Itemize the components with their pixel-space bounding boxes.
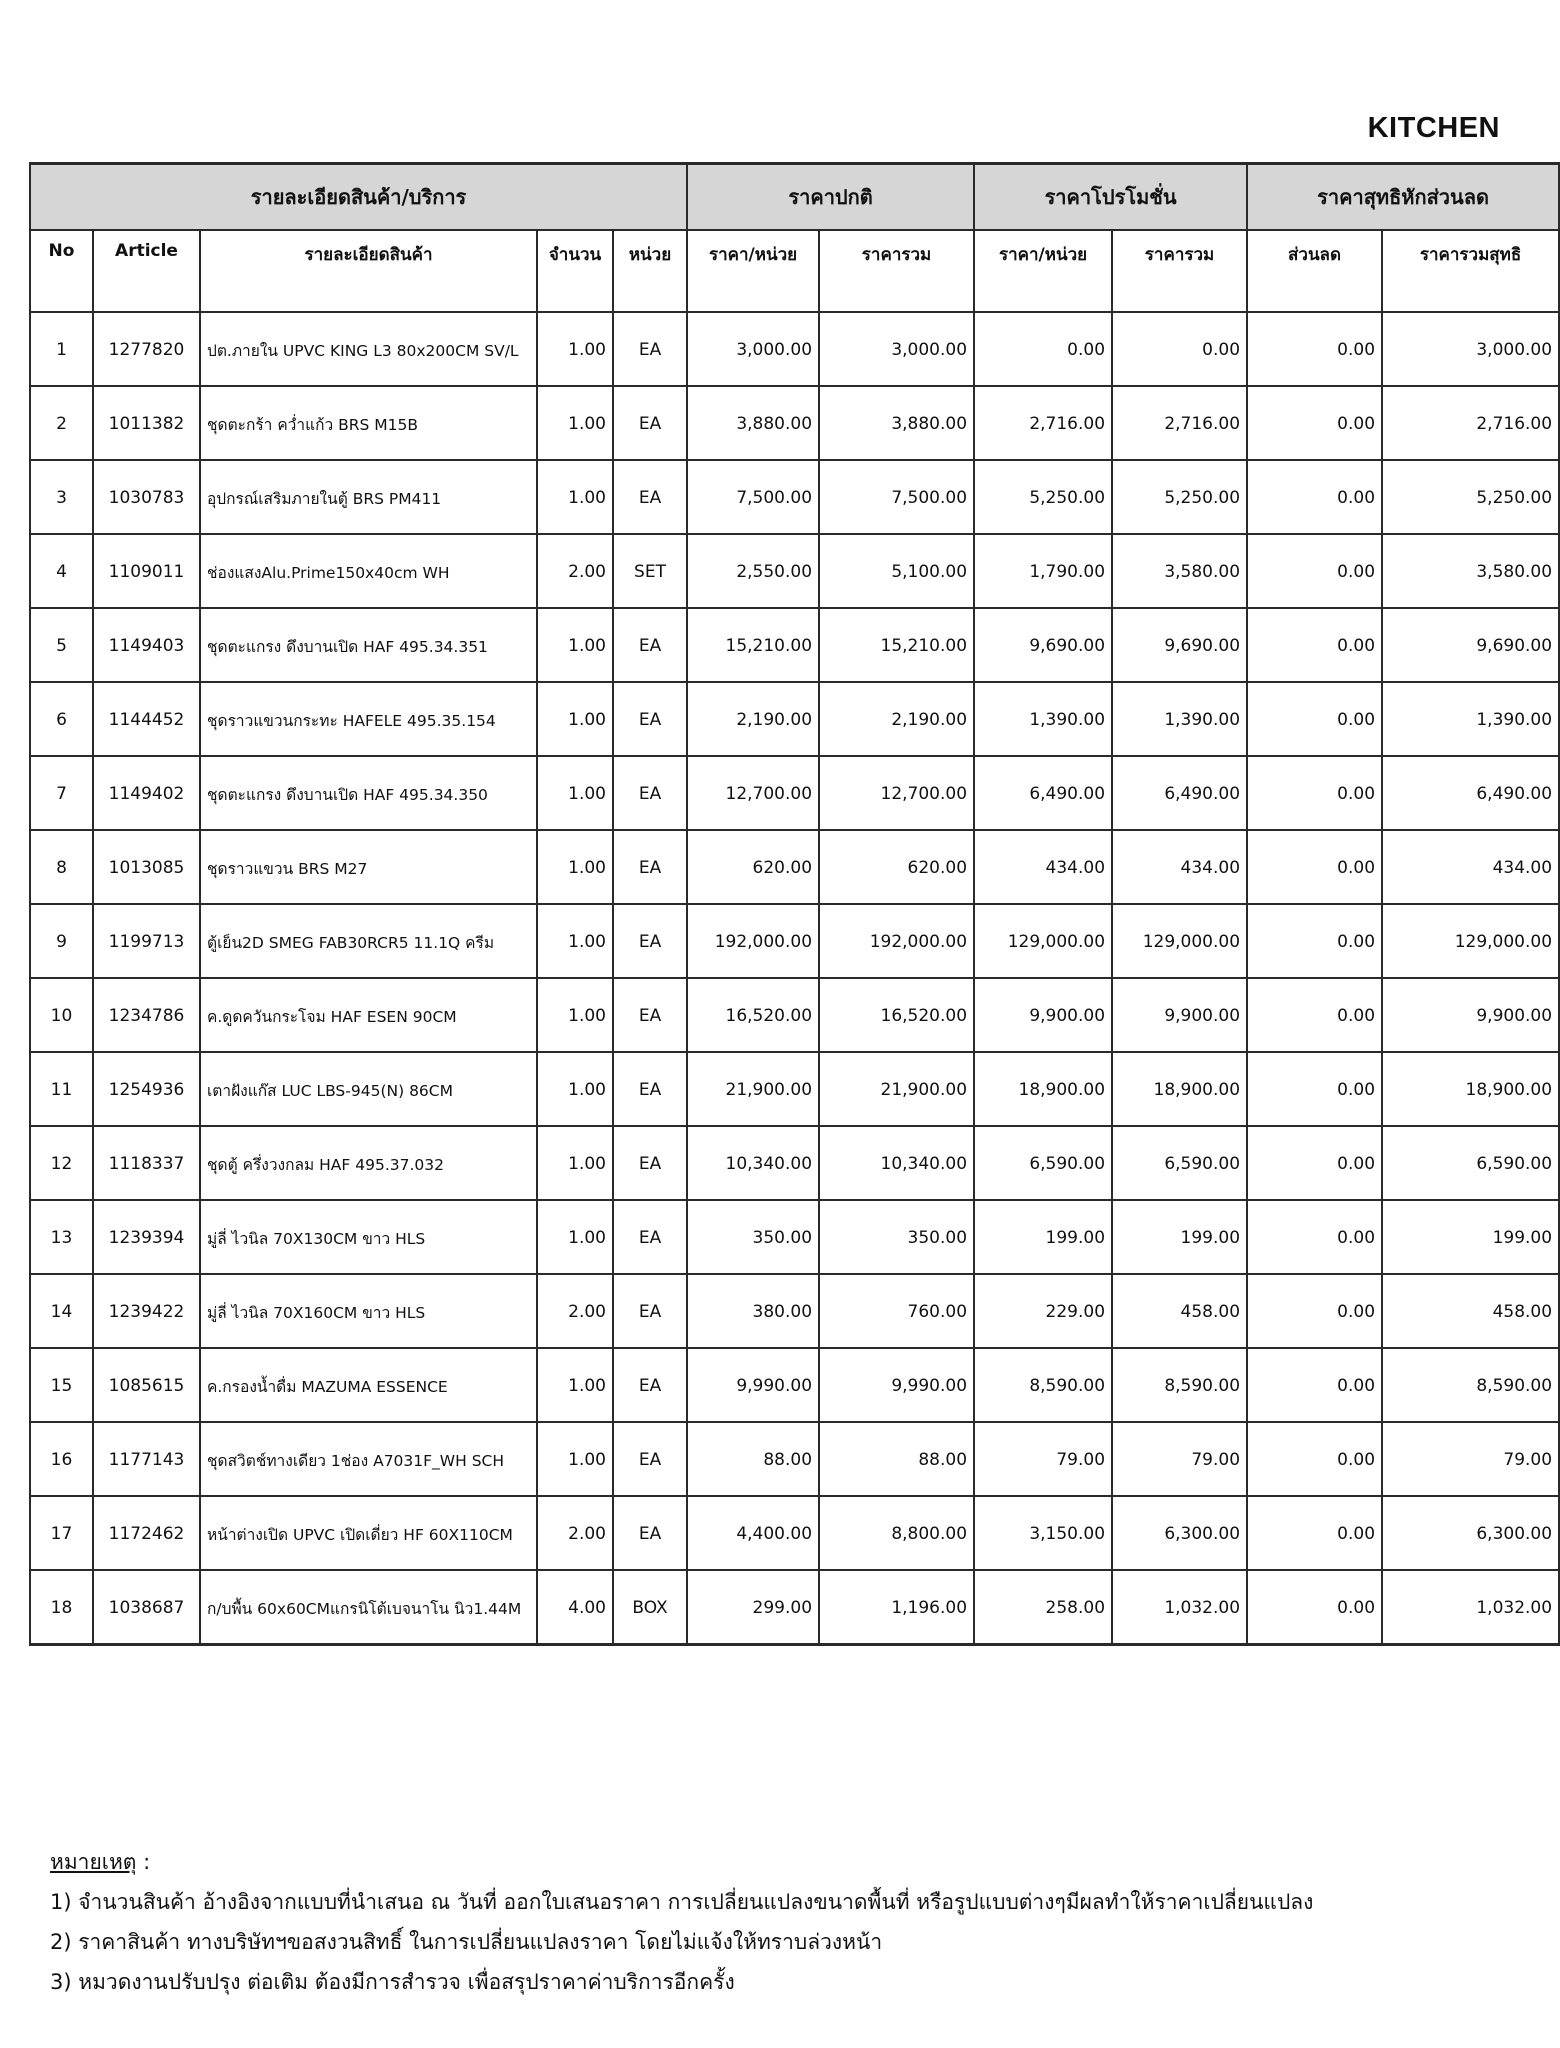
col-discount-cell: 0.00 <box>1247 1422 1382 1496</box>
col-description-cell: ชุดราวแขวนกระทะ HAFELE 495.35.154 <box>200 682 537 756</box>
col-no-cell: 15 <box>30 1348 93 1422</box>
col-quantity-cell: 2.00 <box>537 534 613 608</box>
col-net-total-cell: 18,900.00 <box>1382 1052 1559 1126</box>
col-normal-unit-price-cell: 9,990.00 <box>687 1348 819 1422</box>
col-quantity-cell: 1.00 <box>537 756 613 830</box>
col-discount-cell: 0.00 <box>1247 386 1382 460</box>
col-net-total-cell: 6,590.00 <box>1382 1126 1559 1200</box>
col-normal-unit-price-cell: 299.00 <box>687 1570 819 1645</box>
group-header-net-price: ราคาสุทธิหักส่วนลด <box>1247 164 1559 231</box>
col-normal-total-cell: 15,210.00 <box>819 608 974 682</box>
col-quantity-header: จำนวน <box>537 230 613 312</box>
col-normal-unit-price-cell: 88.00 <box>687 1422 819 1496</box>
col-net-total-cell: 8,590.00 <box>1382 1348 1559 1422</box>
col-description-cell: ชุดตะแกรง ดึงบานเปิด HAF 495.34.350 <box>200 756 537 830</box>
table-row <box>30 756 1559 830</box>
col-promo-total-cell: 199.00 <box>1112 1200 1247 1274</box>
table-row <box>30 1570 1559 1645</box>
col-promo-unit-price-cell: 1,790.00 <box>974 534 1112 608</box>
col-promo-unit-price-cell: 434.00 <box>974 830 1112 904</box>
col-unit-cell: EA <box>613 1348 687 1422</box>
col-article-cell: 1013085 <box>93 830 200 904</box>
col-article-cell: 1038687 <box>93 1570 200 1645</box>
col-promo-total-cell: 1,390.00 <box>1112 682 1247 756</box>
col-net-total-cell: 9,690.00 <box>1382 608 1559 682</box>
col-unit-cell: EA <box>613 756 687 830</box>
col-normal-unit-price-cell: 620.00 <box>687 830 819 904</box>
note-item: 3) หมวดงานปรับปรุง ต่อเติม ต้องมีการสำรวจ เพื่อสรุปราคาค่าบริการอีกครั้ง <box>50 1970 735 1994</box>
col-description-cell: อุปกรณ์เสริมภายในตู้ BRS PM411 <box>200 460 537 534</box>
col-normal-unit-price-cell: 192,000.00 <box>687 904 819 978</box>
col-unit-cell: EA <box>613 978 687 1052</box>
col-net-total-cell: 3,580.00 <box>1382 534 1559 608</box>
col-discount-cell: 0.00 <box>1247 830 1382 904</box>
col-discount-cell: 0.00 <box>1247 534 1382 608</box>
col-net-total-cell: 199.00 <box>1382 1200 1559 1274</box>
col-net-total-cell: 129,000.00 <box>1382 904 1559 978</box>
col-description-cell: เตาฝังแก๊ส LUC LBS-945(N) 86CM <box>200 1052 537 1126</box>
col-description-cell: หน้าต่างเปิด UPVC เปิดเดี่ยว HF 60X110CM <box>200 1496 537 1570</box>
col-quantity-cell: 1.00 <box>537 1052 613 1126</box>
col-no-cell: 8 <box>30 830 93 904</box>
col-quantity-cell: 1.00 <box>537 682 613 756</box>
col-no-cell: 18 <box>30 1570 93 1645</box>
col-promo-total-cell: 1,032.00 <box>1112 1570 1247 1645</box>
col-unit-cell: EA <box>613 312 687 386</box>
col-article-cell: 1277820 <box>93 312 200 386</box>
col-discount-cell: 0.00 <box>1247 608 1382 682</box>
group-header-row <box>30 164 1559 231</box>
col-promo-total-header: ราคารวม <box>1112 230 1247 312</box>
col-discount-cell: 0.00 <box>1247 312 1382 386</box>
table-row <box>30 386 1559 460</box>
col-promo-total-cell: 6,300.00 <box>1112 1496 1247 1570</box>
col-unit-cell: EA <box>613 1422 687 1496</box>
col-promo-total-cell: 6,490.00 <box>1112 756 1247 830</box>
col-promo-total-cell: 8,590.00 <box>1112 1348 1247 1422</box>
col-normal-total-cell: 2,190.00 <box>819 682 974 756</box>
col-promo-total-cell: 2,716.00 <box>1112 386 1247 460</box>
col-unit-cell: BOX <box>613 1570 687 1645</box>
col-description-cell: ตู้เย็น2D SMEG FAB30RCR5 11.1Q ครีม <box>200 904 537 978</box>
col-net-total-cell: 79.00 <box>1382 1422 1559 1496</box>
table-row <box>30 904 1559 978</box>
col-unit-cell: EA <box>613 1052 687 1126</box>
col-promo-unit-price-cell: 5,250.00 <box>974 460 1112 534</box>
col-no-cell: 12 <box>30 1126 93 1200</box>
col-normal-unit-price-cell: 350.00 <box>687 1200 819 1274</box>
col-normal-total-cell: 8,800.00 <box>819 1496 974 1570</box>
table-row <box>30 608 1559 682</box>
notes-heading-label: หมายเหตุ <box>50 1850 137 1874</box>
col-unit-cell: EA <box>613 682 687 756</box>
col-no-cell: 3 <box>30 460 93 534</box>
col-net-total-cell: 6,300.00 <box>1382 1496 1559 1570</box>
col-description-cell: ชุดสวิตช์ทางเดียว 1ช่อง A7031F_WH SCH <box>200 1422 537 1496</box>
col-article-cell: 1234786 <box>93 978 200 1052</box>
col-promo-unit-price-cell: 1,390.00 <box>974 682 1112 756</box>
col-normal-total-cell: 7,500.00 <box>819 460 974 534</box>
page-title: KITCHEN <box>1367 112 1500 144</box>
col-promo-total-cell: 18,900.00 <box>1112 1052 1247 1126</box>
col-description-cell: ชุดตะกร้า คว่ำแก้ว BRS M15B <box>200 386 537 460</box>
col-unit-header: หน่วย <box>613 230 687 312</box>
col-promo-unit-price-cell: 0.00 <box>974 312 1112 386</box>
col-promo-total-cell: 3,580.00 <box>1112 534 1247 608</box>
col-promo-unit-price-cell: 79.00 <box>974 1422 1112 1496</box>
col-quantity-cell: 1.00 <box>537 608 613 682</box>
quotation-table <box>29 162 1560 1646</box>
col-no-cell: 13 <box>30 1200 93 1274</box>
col-discount-cell: 0.00 <box>1247 756 1382 830</box>
col-discount-cell: 0.00 <box>1247 1126 1382 1200</box>
col-no-cell: 4 <box>30 534 93 608</box>
col-unit-cell: EA <box>613 1126 687 1200</box>
col-quantity-cell: 1.00 <box>537 1422 613 1496</box>
col-quantity-cell: 1.00 <box>537 904 613 978</box>
table-row <box>30 1200 1559 1274</box>
table-row <box>30 312 1559 386</box>
col-normal-total-cell: 192,000.00 <box>819 904 974 978</box>
col-unit-cell: EA <box>613 1200 687 1274</box>
col-discount-cell: 0.00 <box>1247 460 1382 534</box>
col-discount-cell: 0.00 <box>1247 1274 1382 1348</box>
col-normal-total-cell: 3,000.00 <box>819 312 974 386</box>
col-unit-cell: EA <box>613 386 687 460</box>
col-no-cell: 6 <box>30 682 93 756</box>
col-article-cell: 1177143 <box>93 1422 200 1496</box>
col-net-total-cell: 9,900.00 <box>1382 978 1559 1052</box>
col-unit-cell: EA <box>613 1274 687 1348</box>
col-normal-total-cell: 5,100.00 <box>819 534 974 608</box>
col-normal-unit-price-cell: 3,000.00 <box>687 312 819 386</box>
col-normal-total-cell: 16,520.00 <box>819 978 974 1052</box>
col-promo-total-cell: 79.00 <box>1112 1422 1247 1496</box>
col-net-total-cell: 6,490.00 <box>1382 756 1559 830</box>
col-discount-cell: 0.00 <box>1247 904 1382 978</box>
group-header-promo-price: ราคาโปรโมชั่น <box>974 164 1247 231</box>
col-description-cell: ปต.ภายใน UPVC KING L3 80x200CM SV/L <box>200 312 537 386</box>
col-promo-unit-price-cell: 3,150.00 <box>974 1496 1112 1570</box>
col-no-cell: 9 <box>30 904 93 978</box>
col-unit-cell: EA <box>613 904 687 978</box>
col-no-cell: 17 <box>30 1496 93 1570</box>
table-row <box>30 1496 1559 1570</box>
col-article-cell: 1109011 <box>93 534 200 608</box>
col-no-cell: 2 <box>30 386 93 460</box>
col-promo-unit-price-cell: 199.00 <box>974 1200 1112 1274</box>
col-no-cell: 11 <box>30 1052 93 1126</box>
col-description-cell: มู่ลี่ ไวนิล 70X130CM ขาว HLS <box>200 1200 537 1274</box>
col-quantity-cell: 1.00 <box>537 830 613 904</box>
col-normal-unit-price-cell: 15,210.00 <box>687 608 819 682</box>
col-net-total-cell: 458.00 <box>1382 1274 1559 1348</box>
col-normal-total-cell: 620.00 <box>819 830 974 904</box>
col-article-cell: 1144452 <box>93 682 200 756</box>
col-net-total-cell: 434.00 <box>1382 830 1559 904</box>
table-row <box>30 1274 1559 1348</box>
col-description-cell: ค.ดูดควันกระโจม HAF ESEN 90CM <box>200 978 537 1052</box>
col-article-cell: 1199713 <box>93 904 200 978</box>
col-no-header: No <box>30 230 93 312</box>
col-normal-total-cell: 760.00 <box>819 1274 974 1348</box>
col-normal-unit-price-cell: 10,340.00 <box>687 1126 819 1200</box>
table-row <box>30 978 1559 1052</box>
col-discount-cell: 0.00 <box>1247 1200 1382 1274</box>
col-promo-unit-price-cell: 258.00 <box>974 1570 1112 1645</box>
col-quantity-cell: 1.00 <box>537 1348 613 1422</box>
col-normal-total-cell: 12,700.00 <box>819 756 974 830</box>
col-description-cell: ก/บพื้น 60x60CMแกรนิโต้เบจนาโน นิว1.44M <box>200 1570 537 1645</box>
col-promo-total-cell: 434.00 <box>1112 830 1247 904</box>
col-article-cell: 1085615 <box>93 1348 200 1422</box>
col-quantity-cell: 1.00 <box>537 386 613 460</box>
notes-heading <box>50 1842 1313 1882</box>
col-discount-cell: 0.00 <box>1247 978 1382 1052</box>
col-normal-unit-price-cell: 16,520.00 <box>687 978 819 1052</box>
col-normal-unit-price-cell: 7,500.00 <box>687 460 819 534</box>
col-unit-cell: EA <box>613 608 687 682</box>
col-discount-cell: 0.00 <box>1247 1348 1382 1422</box>
col-promo-total-cell: 0.00 <box>1112 312 1247 386</box>
notes-section <box>50 1842 1313 2002</box>
col-normal-total-cell: 88.00 <box>819 1422 974 1496</box>
col-net-total-cell: 1,032.00 <box>1382 1570 1559 1645</box>
col-quantity-cell: 2.00 <box>537 1274 613 1348</box>
col-promo-unit-price-cell: 8,590.00 <box>974 1348 1112 1422</box>
col-promo-unit-price-cell: 18,900.00 <box>974 1052 1112 1126</box>
col-no-cell: 1 <box>30 312 93 386</box>
col-net-total-cell: 2,716.00 <box>1382 386 1559 460</box>
col-quantity-cell: 1.00 <box>537 978 613 1052</box>
col-article-cell: 1149403 <box>93 608 200 682</box>
col-article-cell: 1172462 <box>93 1496 200 1570</box>
table-row <box>30 1422 1559 1496</box>
col-normal-total-cell: 1,196.00 <box>819 1570 974 1645</box>
table-row <box>30 830 1559 904</box>
col-description-cell: ชุดตู้ ครึ่งวงกลม HAF 495.37.032 <box>200 1126 537 1200</box>
col-normal-unit-price-cell: 2,190.00 <box>687 682 819 756</box>
col-unit-cell: EA <box>613 460 687 534</box>
col-net-total-header: ราคารวมสุทธิ <box>1382 230 1559 312</box>
table-row <box>30 460 1559 534</box>
col-no-cell: 5 <box>30 608 93 682</box>
col-discount-cell: 0.00 <box>1247 1052 1382 1126</box>
col-description-cell: ชุดราวแขวน BRS M27 <box>200 830 537 904</box>
col-promo-unit-price-cell: 2,716.00 <box>974 386 1112 460</box>
col-quantity-cell: 4.00 <box>537 1570 613 1645</box>
group-header-details: รายละเอียดสินค้า/บริการ <box>30 164 687 231</box>
table-row <box>30 682 1559 756</box>
table-row <box>30 534 1559 608</box>
col-normal-total-cell: 350.00 <box>819 1200 974 1274</box>
col-normal-unit-price-header: ราคา/หน่วย <box>687 230 819 312</box>
col-normal-total-cell: 10,340.00 <box>819 1126 974 1200</box>
col-promo-unit-price-cell: 9,900.00 <box>974 978 1112 1052</box>
col-promo-total-cell: 9,690.00 <box>1112 608 1247 682</box>
col-promo-total-cell: 9,900.00 <box>1112 978 1247 1052</box>
col-promo-unit-price-cell: 229.00 <box>974 1274 1112 1348</box>
col-promo-total-cell: 6,590.00 <box>1112 1126 1247 1200</box>
group-header-normal-price: ราคาปกติ <box>687 164 974 231</box>
col-normal-unit-price-cell: 21,900.00 <box>687 1052 819 1126</box>
table-row <box>30 1348 1559 1422</box>
col-quantity-cell: 1.00 <box>537 312 613 386</box>
col-description-header: รายละเอียดสินค้า <box>200 230 537 312</box>
col-discount-cell: 0.00 <box>1247 682 1382 756</box>
col-no-cell: 14 <box>30 1274 93 1348</box>
col-unit-cell: SET <box>613 534 687 608</box>
col-discount-header: ส่วนลด <box>1247 230 1382 312</box>
col-article-cell: 1254936 <box>93 1052 200 1126</box>
col-promo-unit-price-cell: 6,490.00 <box>974 756 1112 830</box>
col-promo-total-cell: 5,250.00 <box>1112 460 1247 534</box>
table-row <box>30 1126 1559 1200</box>
col-promo-unit-price-cell: 6,590.00 <box>974 1126 1112 1200</box>
col-normal-total-header: ราคารวม <box>819 230 974 312</box>
col-quantity-cell: 1.00 <box>537 460 613 534</box>
col-quantity-cell: 1.00 <box>537 1126 613 1200</box>
col-discount-cell: 0.00 <box>1247 1570 1382 1645</box>
col-normal-unit-price-cell: 380.00 <box>687 1274 819 1348</box>
notes-heading-colon: : <box>136 1850 151 1874</box>
col-promo-unit-price-cell: 9,690.00 <box>974 608 1112 682</box>
col-net-total-cell: 1,390.00 <box>1382 682 1559 756</box>
col-quantity-cell: 1.00 <box>537 1200 613 1274</box>
col-article-cell: 1011382 <box>93 386 200 460</box>
col-article-cell: 1239394 <box>93 1200 200 1274</box>
note-item: 2) ราคาสินค้า ทางบริษัทฯขอสงวนสิทธิ์ ในการเปลี่ยนแปลงราคา โดยไม่แจ้งให้ทราบล่วงหน้า <box>50 1930 883 1954</box>
col-promo-unit-price-header: ราคา/หน่วย <box>974 230 1112 312</box>
column-header-row <box>30 230 1559 312</box>
table-row <box>30 1052 1559 1126</box>
col-promo-total-cell: 458.00 <box>1112 1274 1247 1348</box>
col-normal-total-cell: 3,880.00 <box>819 386 974 460</box>
col-net-total-cell: 5,250.00 <box>1382 460 1559 534</box>
col-description-cell: ช่องแสงAlu.Prime150x40cm WH <box>200 534 537 608</box>
col-normal-unit-price-cell: 2,550.00 <box>687 534 819 608</box>
col-article-cell: 1149402 <box>93 756 200 830</box>
col-no-cell: 10 <box>30 978 93 1052</box>
col-description-cell: มู่ลี่ ไวนิล 70X160CM ขาว HLS <box>200 1274 537 1348</box>
col-no-cell: 7 <box>30 756 93 830</box>
col-description-cell: ค.กรองน้ำดื่ม MAZUMA ESSENCE <box>200 1348 537 1422</box>
col-net-total-cell: 3,000.00 <box>1382 312 1559 386</box>
col-normal-unit-price-cell: 12,700.00 <box>687 756 819 830</box>
col-unit-cell: EA <box>613 830 687 904</box>
col-article-cell: 1030783 <box>93 460 200 534</box>
col-article-cell: 1118337 <box>93 1126 200 1200</box>
table-body <box>30 312 1559 1645</box>
col-unit-cell: EA <box>613 1496 687 1570</box>
col-promo-unit-price-cell: 129,000.00 <box>974 904 1112 978</box>
col-normal-total-cell: 9,990.00 <box>819 1348 974 1422</box>
col-discount-cell: 0.00 <box>1247 1496 1382 1570</box>
col-normal-total-cell: 21,900.00 <box>819 1052 974 1126</box>
col-normal-unit-price-cell: 4,400.00 <box>687 1496 819 1570</box>
col-promo-total-cell: 129,000.00 <box>1112 904 1247 978</box>
col-description-cell: ชุดตะแกรง ดึงบานเปิด HAF 495.34.351 <box>200 608 537 682</box>
col-article-header: Article <box>93 230 200 312</box>
col-article-cell: 1239422 <box>93 1274 200 1348</box>
col-normal-unit-price-cell: 3,880.00 <box>687 386 819 460</box>
col-quantity-cell: 2.00 <box>537 1496 613 1570</box>
note-item: 1) จำนวนสินค้า อ้างอิงจากแบบที่นำเสนอ ณ วันที่ ออกใบเสนอราคา การเปลี่ยนแปลงขนาดพื้นที่ หรือรูปแบบต่างๆมีผลทำให้ราคาเปลี่ยนแปลง <box>50 1890 1314 1914</box>
col-no-cell: 16 <box>30 1422 93 1496</box>
